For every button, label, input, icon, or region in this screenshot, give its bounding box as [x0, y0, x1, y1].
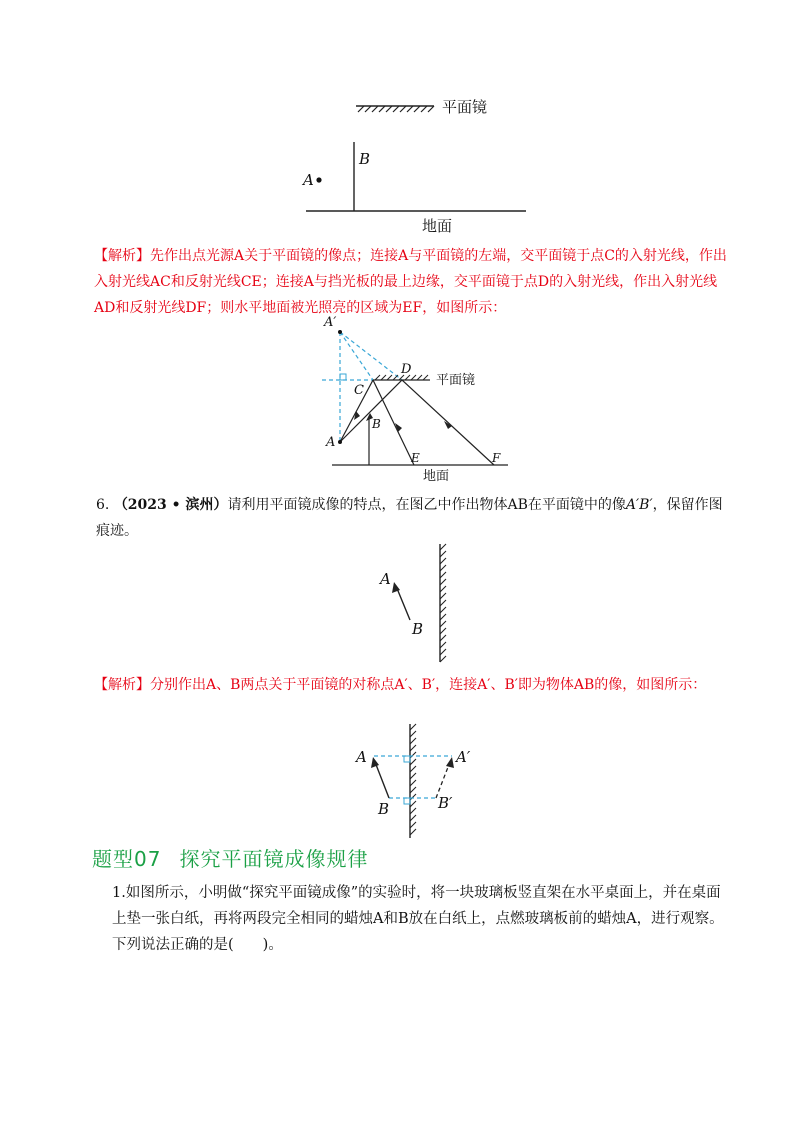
- analysis-text-2: 分别作出A、B两点关于平面镜的对称点A′、B′，连接A′、B′即为物体AB的像，如图所示：: [150, 677, 707, 693]
- question-6: [96, 492, 732, 544]
- question-text-after: ，保留作图痕迹。: [96, 497, 723, 539]
- mirror-label-2: 平面镜: [436, 373, 476, 388]
- a-label-2: A: [326, 435, 336, 450]
- point-a-label: A: [303, 171, 314, 189]
- figure-analysis-rays: [318, 308, 518, 486]
- f-label: F: [492, 451, 501, 465]
- section-heading: 探究平面镜成像规律: [179, 847, 369, 871]
- analysis-text: 先作出点光源A关于平面镜的像点；连接A与平面镜的左端，交平面镜于点C的入射光线，作出入射光线AC和反射光线CE；连接A与挡光板的最上边缘，交平面镜于点D的入射光线，作出入射光线AD和反射光线DF；则水平地面被光照亮的区域为EF，如图所示：: [94, 248, 727, 316]
- point-b-label: B: [359, 150, 371, 168]
- c-label: C: [354, 383, 364, 398]
- analysis-tag-2: 【解析】: [94, 677, 150, 693]
- image-label: A′B′: [625, 497, 653, 513]
- figure-object-ab: [372, 540, 472, 666]
- fig4-b-prime-label: B′: [438, 794, 453, 812]
- question-text-before: 请利用平面镜成像的特点，在图乙中作出物体AB在平面镜中的像: [227, 497, 626, 513]
- e-label: E: [411, 451, 420, 465]
- ground-label-2: 地面: [423, 469, 450, 484]
- question-number: 6.: [96, 497, 110, 513]
- mirror-label: 平面镜: [442, 98, 488, 116]
- a-prime-label: A′: [324, 315, 337, 330]
- b-label-2: B: [372, 417, 381, 431]
- question-source: （2023 • 滨州）: [113, 497, 228, 513]
- figure-mirror-barrier: [300, 88, 540, 238]
- point-a-dot: [316, 177, 321, 182]
- d-label: D: [401, 362, 412, 377]
- fig3-b-label: B: [412, 620, 424, 638]
- question-1: [112, 880, 732, 958]
- fig4-a-prime-label: A′: [456, 748, 471, 766]
- ground-label: 地面: [422, 217, 453, 235]
- section-title: [92, 843, 386, 872]
- fig3-a-label: A: [380, 570, 391, 588]
- analysis-2: [94, 672, 734, 698]
- section-label: 题型07: [92, 847, 162, 871]
- fig4-a-label: A: [356, 748, 367, 766]
- question-1-text: 1.如图所示，小明做“探究平面镜成像”的实验时，将一块玻璃板竖直架在水平桌面上，并在桌面上垫一张白纸，再将两段完全相同的蜡烛A和B放在白纸上，点燃玻璃板前的蜡烛A，进行观察。下列说法正确的是( )。: [112, 885, 724, 953]
- fig4-b-label: B: [378, 800, 390, 818]
- figure-image-construction: [352, 718, 492, 844]
- analysis-tag: 【解析】: [94, 248, 150, 264]
